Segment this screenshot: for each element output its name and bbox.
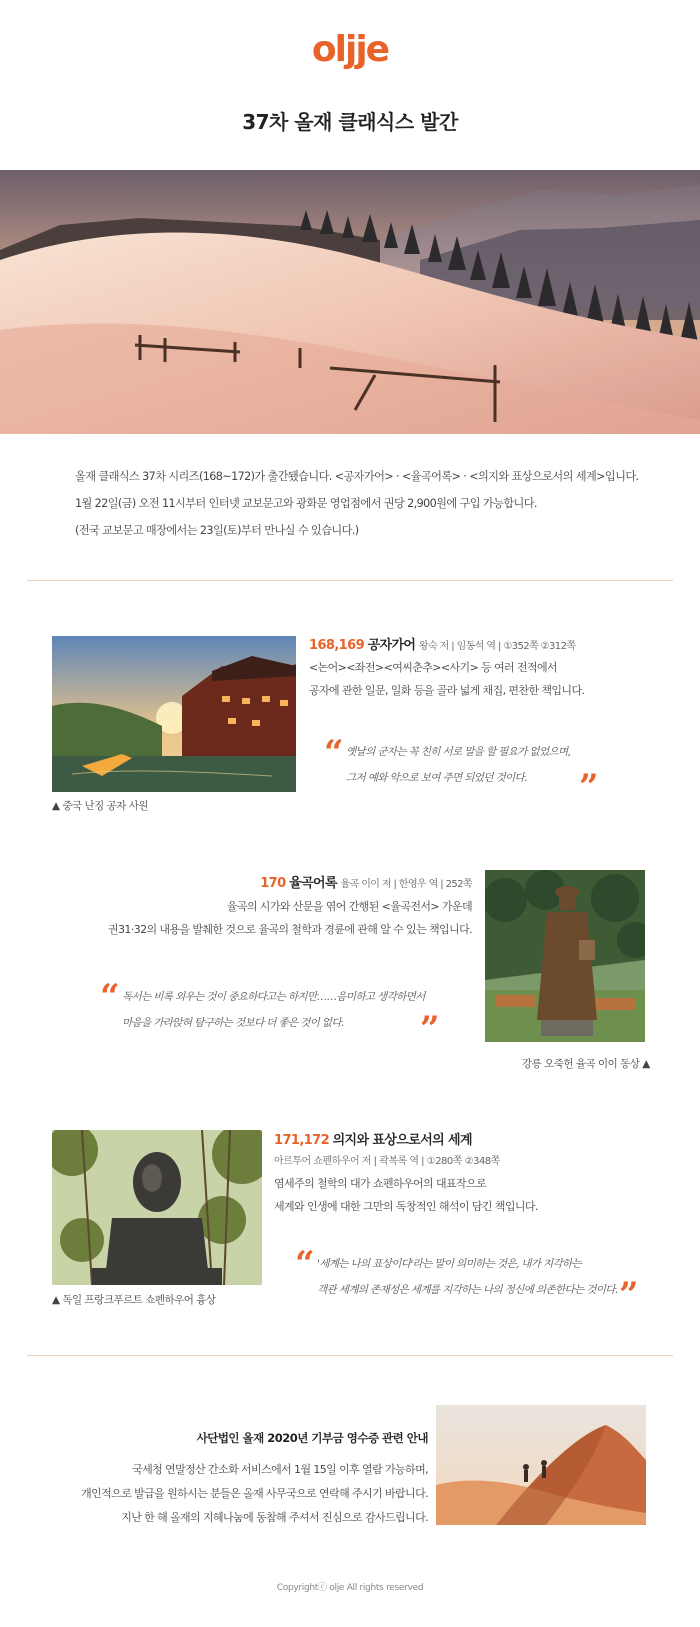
close-quote-icon: ” — [619, 1275, 639, 1315]
book-number: 171,172 — [274, 1133, 330, 1148]
notice-line: 개인적으로 발급을 원하시는 분들은 올재 사무국으로 연락해 주시기 바랍니다. — [81, 1487, 428, 1500]
book-description — [274, 1172, 538, 1218]
photo-caption: ▲ 독일 프랑크푸르트 쇼펜하우어 흉상 — [52, 1294, 216, 1306]
book-meta: 율곡 이이 저 | 한영우 역 | 252쪽 — [340, 879, 472, 890]
book-heading — [274, 1129, 472, 1148]
nanjing-confucius-temple-photo — [52, 636, 296, 792]
olje-logo[interactable] — [0, 28, 700, 72]
section-divider — [27, 580, 673, 581]
quote-line: 독서는 비록 외우는 것이 중요하다고는 하지만……음미하고 생각하면서 — [122, 991, 425, 1003]
book-quote — [317, 1251, 617, 1303]
book-description — [108, 895, 472, 941]
book-quote — [122, 984, 425, 1036]
book-title: 율곡어록 — [289, 876, 337, 891]
photo-caption: 강릉 오죽헌 율곡 이이 동상 ▲ — [522, 1058, 650, 1070]
notice-line: 지난 한 해 올재의 지혜나눔에 동참해 주셔서 진심으로 감사드립니다. — [121, 1511, 428, 1524]
quote-line: 마음을 가라앉혀 탐구하는 것보다 더 좋은 것이 없다. — [122, 1017, 344, 1029]
book-title: 의지와 표상으로서의 세계 — [332, 1133, 472, 1148]
logo-text: oljje — [311, 29, 389, 70]
section-divider — [27, 1355, 673, 1356]
desert-dunes-photo — [436, 1405, 646, 1525]
open-quote-icon: “ — [100, 977, 120, 1017]
book-meta: 아르투어 쇼펜하우어 저 | 곽복록 역 | ①280쪽 ②348쪽 — [274, 1156, 500, 1167]
donation-notice-body — [81, 1458, 428, 1530]
book-meta: 왕숙 저 | 임동석 역 | ①352쪽 ②312쪽 — [418, 641, 576, 652]
donation-notice-title: 사단법인 올재 2020년 기부금 영수증 관련 안내 — [196, 1431, 428, 1445]
copyright-text: Copyrightⓒ olje All rights reserved — [276, 1583, 424, 1593]
close-quote-icon: ” — [420, 1009, 440, 1049]
book-description-line: 염세주의 철학의 대가 쇼펜하우어의 대표작으로 — [274, 1177, 487, 1190]
intro-line: (전국 교보문고 매장에서는 23일(토)부터 만나실 수 있습니다.) — [75, 524, 359, 537]
yulgok-statue-photo — [485, 870, 645, 1042]
open-quote-icon: “ — [324, 733, 344, 773]
photo-caption: ▲ 중국 난징 공자 사원 — [52, 800, 149, 812]
intro-line: 올재 클래식스 37차 시리즈(168~172)가 출간됐습니다. <공자가어> · <율곡어록> · <의지와 표상으로서의 세계>입니다. — [75, 470, 639, 483]
book-description-line: 공자에 관한 일문, 일화 등을 골라 넓게 채집, 편찬한 책입니다. — [309, 684, 585, 697]
book-title: 공자가어 — [367, 638, 416, 653]
close-quote-icon: ” — [579, 767, 599, 807]
intro-text — [75, 463, 665, 544]
hero-snow-landscape-image — [0, 170, 700, 434]
book-heading — [260, 872, 472, 891]
open-quote-icon: “ — [295, 1244, 315, 1284]
book-description-line: 율곡의 시가와 산문을 엮어 간행된 <율곡전서> 가운데 — [226, 900, 472, 913]
book-heading — [309, 634, 575, 653]
book-description-line: 세계와 인생에 대한 그만의 독창적인 해석이 담긴 책입니다. — [274, 1200, 538, 1213]
book-quote — [346, 739, 570, 791]
book-description — [309, 656, 584, 702]
schopenhauer-bust-photo — [52, 1130, 262, 1285]
quote-line: 그저 예와 악으로 보여 주면 되었던 것이다. — [346, 772, 527, 784]
page-title: 37차 올재 클래식스 발간 — [242, 110, 458, 134]
book-number: 170 — [260, 876, 286, 891]
book-description-line: <논어><좌전><여씨춘추><사기> 등 여러 전적에서 — [309, 661, 558, 674]
quote-line: '세계는 나의 표상이다'라는 말이 의미하는 것은, 내가 지각하는 — [317, 1258, 582, 1270]
book-number: 168,169 — [309, 638, 365, 653]
quote-line: 옛날의 군자는 꼭 친히 서로 말을 할 필요가 없었으며, — [346, 746, 571, 758]
notice-line: 국세청 연말정산 간소화 서비스에서 1월 15일 이후 열람 가능하며, — [132, 1463, 428, 1476]
intro-line: 1월 22일(금) 오전 11시부터 인터넷 교보문고와 광화문 영업점에서 권당 2,900원에 구입 가능합니다. — [75, 497, 537, 510]
quote-line: 객관 세계의 존재성은 세계를 지각하는 나의 정신에 의존한다는 것이다. — [317, 1284, 618, 1296]
book-description-line: 권31·32의 내용을 발췌한 것으로 율곡의 철학과 경륜에 관해 알 수 있는 책입니다. — [107, 923, 472, 936]
